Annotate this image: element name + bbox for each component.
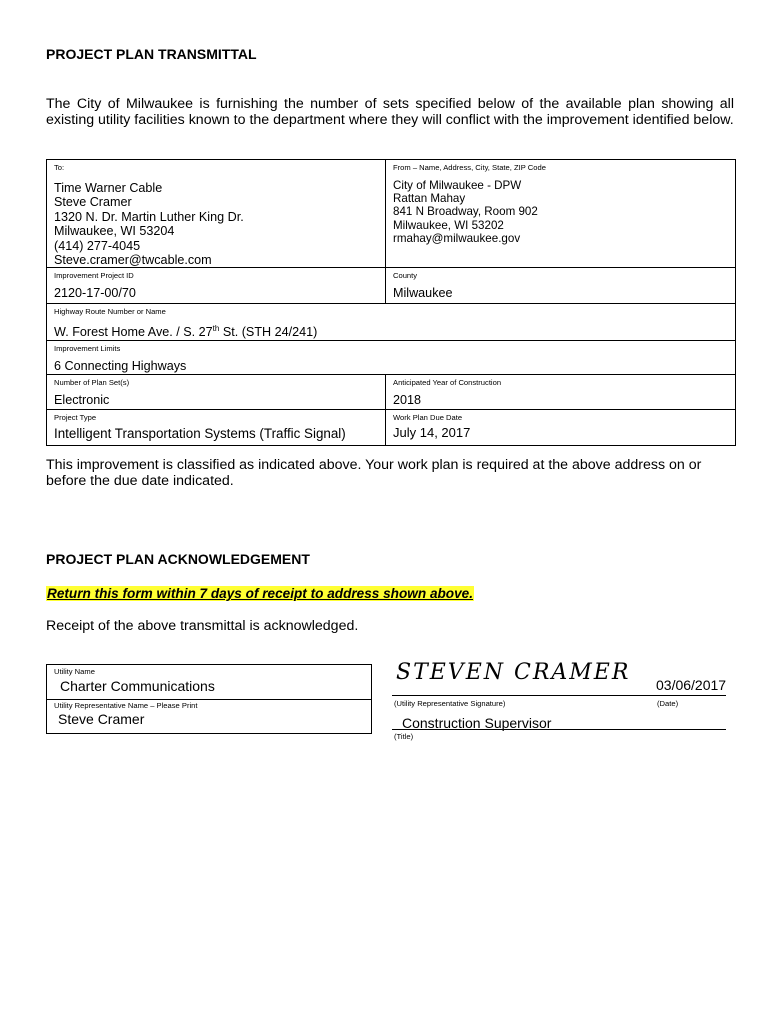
acknowledgement-title: PROJECT PLAN ACKNOWLEDGEMENT xyxy=(46,551,310,567)
title-value: Construction Supervisor xyxy=(402,715,552,731)
limits-cell xyxy=(47,341,736,375)
route-value xyxy=(54,316,735,340)
due-date-value: July 14, 2017 xyxy=(393,425,471,441)
project-id-cell xyxy=(47,268,386,304)
plan-sets-label: Number of Plan Set(s) xyxy=(54,378,130,388)
project-id-value: 2120-17-00/70 xyxy=(54,286,136,301)
to-line: 1320 N. Dr. Martin Luther King Dr. xyxy=(54,209,244,224)
project-type-label: Project Type xyxy=(54,413,97,423)
year-cell xyxy=(386,375,736,410)
to-label: To: xyxy=(54,163,65,172)
to-line: Time Warner Cable xyxy=(54,181,163,195)
from-cell xyxy=(386,160,736,268)
classification-paragraph: This improvement is classified as indicated above. Your work plan is required at the above address on or before the due date indicated. xyxy=(46,457,702,489)
due-date-label: Work Plan Due Date xyxy=(393,413,463,423)
project-type-value: Intelligent Transportation Systems (Traffic Signal) xyxy=(54,426,346,442)
route-cell xyxy=(47,304,736,341)
route-value-part: St. (STH 24/241) xyxy=(219,325,318,340)
from-line: Rattan Mahay xyxy=(393,192,466,206)
route-value-part: W. Forest Home Ave. / S. 27 xyxy=(54,325,213,340)
rep-name-label: Utility Representative Name – Please Print xyxy=(54,701,198,710)
signature: STEVEN CRAMER xyxy=(396,660,631,685)
to-cell xyxy=(47,160,386,268)
county-cell xyxy=(386,268,736,304)
return-note: Return this form within 7 days of receipt to address shown above. xyxy=(47,586,474,601)
route-value-sup: th xyxy=(212,324,220,334)
from-line: 841 N Broadway, Room 902 xyxy=(393,205,538,219)
county-label: County xyxy=(393,271,418,281)
to-line: (414) 277-4045 xyxy=(54,238,141,253)
to-line: Steve Cramer xyxy=(54,195,132,210)
rep-name-value: Steve Cramer xyxy=(58,711,145,727)
due-date-cell xyxy=(386,410,736,446)
date-value: 03/06/2017 xyxy=(656,677,727,693)
to-line: Milwaukee, WI 53204 xyxy=(54,224,175,239)
signature-label: (Utility Representative Signature) xyxy=(394,699,506,708)
receipt-text: Receipt of the above transmittal is acknowledged. xyxy=(46,618,359,634)
page-title: PROJECT PLAN TRANSMITTAL xyxy=(46,46,257,62)
project-type-cell xyxy=(47,410,386,446)
from-label: From – Name, Address, City, State, ZIP Code xyxy=(393,163,546,172)
intro-paragraph: The City of Milwaukee is furnishing the number of sets specified below of the available plan showing all existing utility facilities known to the department where they will conflict with the improvement identified below. xyxy=(46,96,734,128)
project-id-label: Improvement Project ID xyxy=(54,271,134,281)
year-label: Anticipated Year of Construction xyxy=(393,378,502,388)
from-line: rmahay@milwaukee.gov xyxy=(393,231,521,245)
plan-sets-value: Electronic xyxy=(54,393,110,408)
from-line: City of Milwaukee - DPW xyxy=(393,179,522,192)
county-value: Milwaukee xyxy=(393,286,453,301)
utility-box xyxy=(46,664,372,734)
date-label: (Date) xyxy=(657,699,679,708)
signature-line xyxy=(392,695,726,696)
year-value: 2018 xyxy=(393,393,422,408)
utility-name-value: Charter Communications xyxy=(60,678,215,694)
limits-value: 6 Connecting Highways xyxy=(54,359,187,374)
title-line xyxy=(392,729,726,730)
utility-name-label: Utility Name xyxy=(54,667,95,676)
plan-sets-cell xyxy=(47,375,386,410)
utility-name-row xyxy=(47,665,371,700)
limits-label: Improvement Limits xyxy=(54,344,121,354)
route-label: Highway Route Number or Name xyxy=(54,307,166,317)
title-label: (Title) xyxy=(394,732,414,741)
from-line: Milwaukee, WI 53202 xyxy=(393,218,504,232)
transmittal-form xyxy=(46,159,736,446)
to-line: Steve.cramer@twcable.com xyxy=(54,253,212,268)
